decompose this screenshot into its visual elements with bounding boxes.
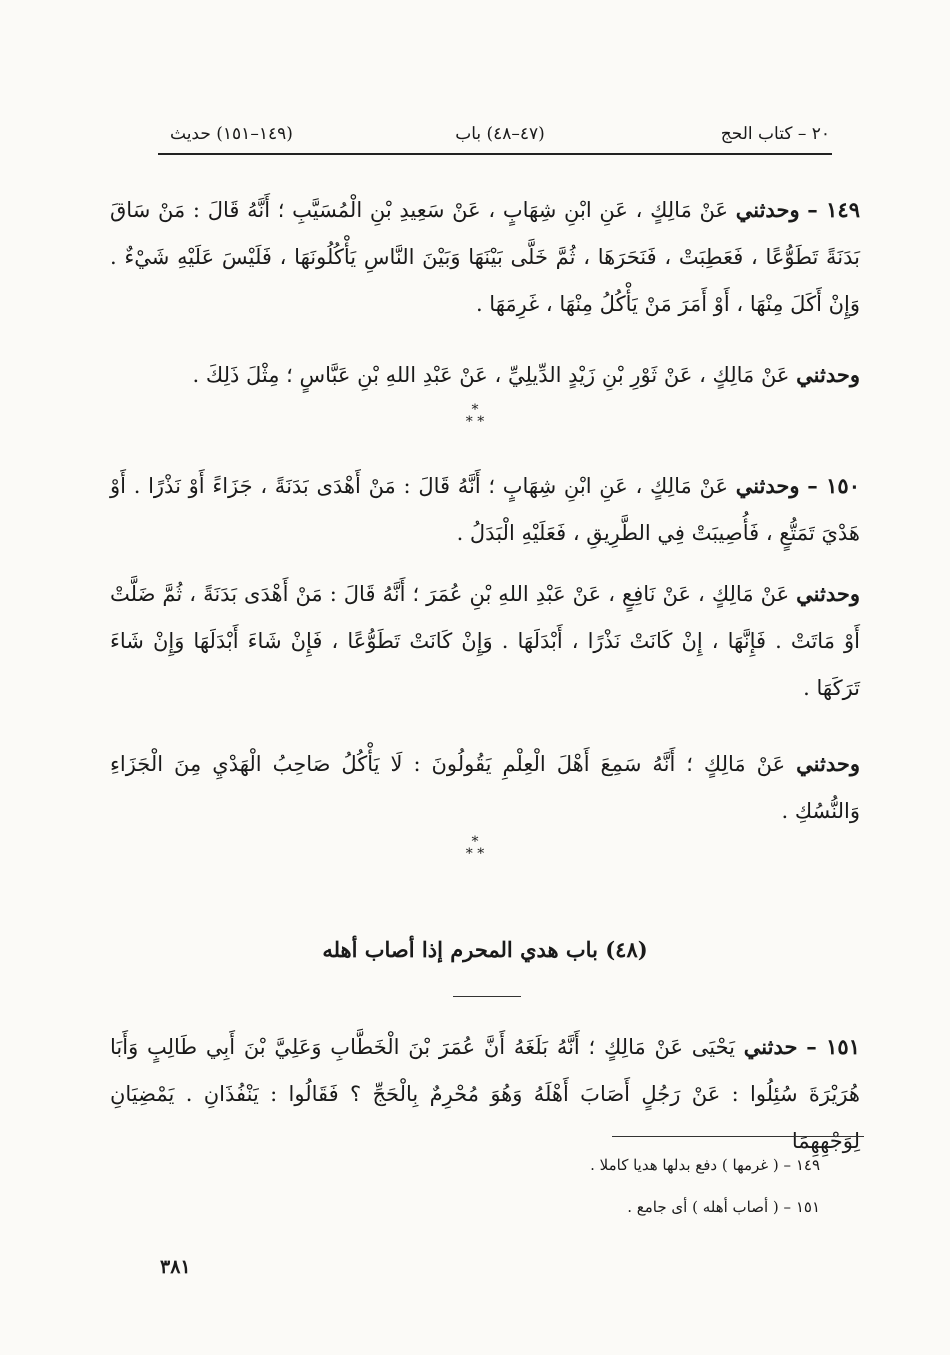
header-chapter-range: (٤٧–٤٨) باب <box>455 124 545 144</box>
narration-lead-word: وحدثني <box>796 751 860 776</box>
hadith-lead-word: حدثني <box>743 1034 798 1059</box>
page-number: ٣٨١ <box>160 1256 191 1278</box>
separator-bottom-stars: * * <box>465 846 485 862</box>
chapter-title-rule <box>453 996 521 997</box>
narration-ibn-abbas <box>110 351 860 399</box>
hadith-number: ١٥١ – <box>806 1034 860 1059</box>
narration-malik <box>110 740 860 835</box>
footnote-rule <box>612 1136 864 1137</box>
header-hadith-range: (١٤٩–١٥١) حديث <box>170 124 293 144</box>
footnote-149 <box>300 1151 820 1179</box>
hadith-149 <box>110 186 860 328</box>
chapter-title: (٤٨) باب هدي المحرم إذا أصاب أهله <box>322 937 648 962</box>
hadith-150 <box>110 462 860 557</box>
narration-text: عَنْ مَالِكٍ ، عَنْ نَافِعٍ ، عَنْ عَبْدِ اللهِ بْنِ عُمَرَ ؛ أَنَّهُ قَالَ : مَنْ أَهْدَى بَدَنَةً ، ثُمَّ ضَلَّتْ أَوْ مَاتَتْ . فَإِنَّهَا ، إِنْ كَانَتْ نَذْرًا ، أَبْدَلَهَا . وَإِنْ كَانَتْ تَطَوُّعًا ، فَإِنْ شَاءَ أَبْدَلَهَا وَإِنْ شَاءَ تَرَكَهَا . <box>110 582 860 700</box>
footnote-151 <box>300 1193 820 1221</box>
separator-top-star: * <box>471 834 479 850</box>
narration-text: عَنْ مَالِكٍ ؛ أَنَّهُ سَمِعَ أَهْلَ الْعِلْمِ يَقُولُونَ : لَا يَأْكُلُ صَاحِبُ الْهَدْيِ مِنَ الْجَزَاءِ وَالنُّسُكِ . <box>110 752 860 823</box>
separator-bottom-stars: * * <box>465 414 485 430</box>
hadith-number: ١٤٩ – <box>807 197 860 222</box>
narration-lead-word: وحدثني <box>796 581 860 606</box>
header-book-title: ٢٠ – كتاب الحج <box>720 124 830 144</box>
section-separator <box>0 836 950 860</box>
footnote-number: ١٤٩ – <box>783 1156 820 1174</box>
hadith-151 <box>110 1023 860 1165</box>
footnote-text: ( غرمها ) دفع بدلها هديا كاملا . <box>590 1156 779 1174</box>
hadith-text: عَنْ مَالِكٍ ، عَنِ ابْنِ شِهَابٍ ، عَنْ سَعِيدِ بْنِ الْمُسَيَّبِ ؛ أَنَّهُ قَالَ : مَنْ سَاقَ بَدَنَةً تَطَوُّعًا ، فَعَطِبَتْ ، فَنَحَرَهَا ، ثُمَّ خَلَّى بَيْنَهَا وَبَيْنَ النَّاسِ يَأْكُلُونَهَا ، فَلَيْسَ عَلَيْهِ شَيْءٌ . وَإِنْ أَكَلَ مِنْهَا ، أَوْ أَمَرَ مَنْ يَأْكُلُ مِنْهَا ، غَرِمَهَا . <box>110 198 860 316</box>
narration-ibn-umar <box>110 570 860 712</box>
hadith-number: ١٥٠ – <box>807 473 860 498</box>
hadith-text: عَنْ مَالِكٍ ، عَنِ ابْنِ شِهَابٍ ؛ أَنَّهُ قَالَ : مَنْ أَهْدَى بَدَنَةً ، جَزَاءً أَوْ نَذْرًا . أَوْ هَدْيَ تَمَتُّعٍ ، فَأُصِيبَتْ فِي الطَّرِيقِ ، فَعَلَيْهِ الْبَدَلُ . <box>110 474 860 545</box>
narration-text: عَنْ مَالِكٍ ، عَنْ ثَوْرِ بْنِ زَيْدٍ الدِّيلِيِّ ، عَنْ عَبْدِ اللهِ بْنِ عَبَّاسٍ ؛ مِثْلَ ذَلِكَ . <box>192 363 790 387</box>
section-separator <box>0 404 950 428</box>
hadith-lead-word: وحدثني <box>735 473 800 498</box>
narration-lead-word: وحدثني <box>796 362 860 387</box>
header-rule <box>158 153 832 155</box>
separator-top-star: * <box>471 402 479 418</box>
footnote-text: ( أصاب أهله ) أى جامع . <box>627 1198 779 1216</box>
hadith-lead-word: وحدثني <box>735 197 800 222</box>
footnote-number: ١٥١ – <box>783 1198 820 1216</box>
hadith-text: يَحْيَى عَنْ مَالِكٍ ؛ أَنَّهُ بَلَغَهُ أَنَّ عُمَرَ بْنَ الْخَطَّابِ وَعَلِيَّ بْنَ أَبِي طَالِبٍ وَأَبَا هُرَيْرَةَ سُئِلُوا : عَنْ رَجُلٍ أَصَابَ أَهْلَهُ وَهُوَ مُحْرِمٌ بِالْحَجِّ ؟ فَقَالُوا : يَنْفُذَانِ . يَمْضِيَانِ لِوَجْهِهِمَا <box>110 1035 860 1153</box>
running-header <box>170 118 830 150</box>
